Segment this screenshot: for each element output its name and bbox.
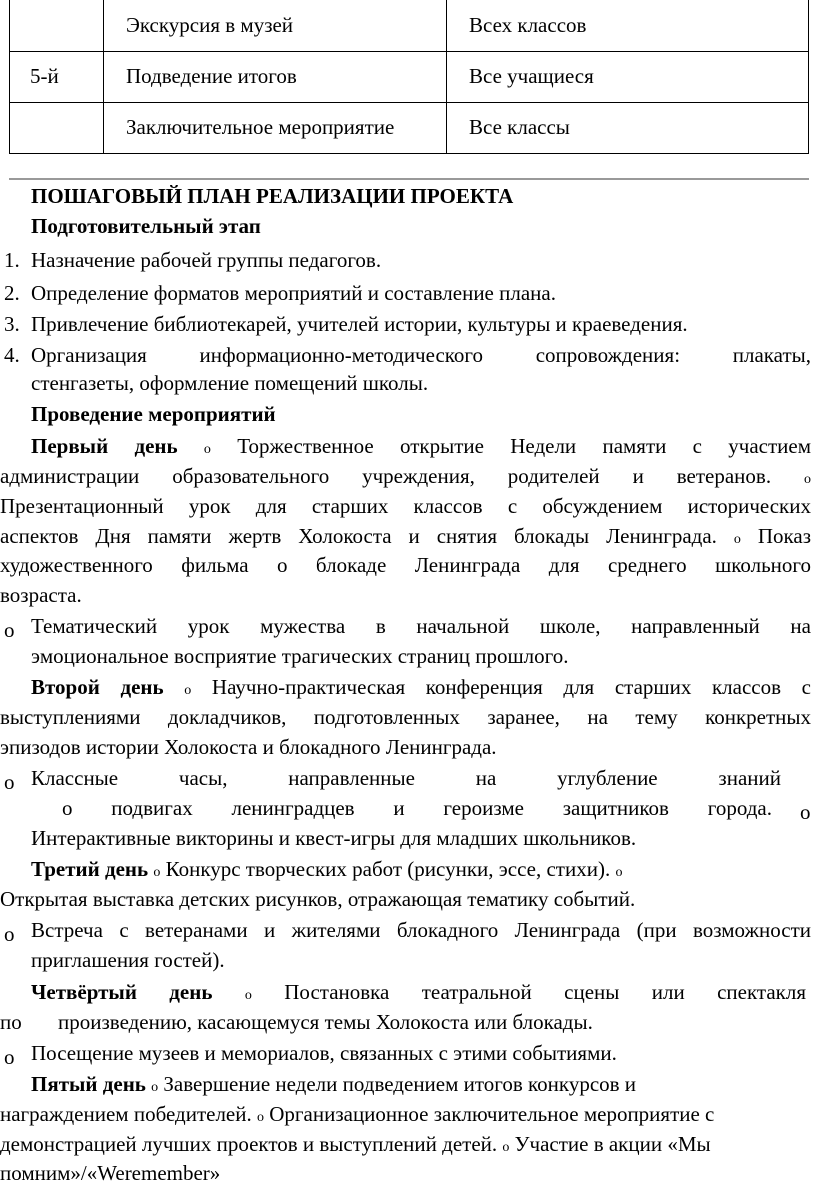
day-label: Пятый день <box>31 1072 146 1096</box>
day-label: Третий день <box>31 857 149 881</box>
page-title: ПОШАГОВЫЙ ПЛАН РЕАЛИЗАЦИИ ПРОЕКТА <box>31 184 514 208</box>
table-cell: 5-й <box>10 51 104 102</box>
list-item-continuation: стенгазеты, оформление помещений школы. <box>31 371 429 395</box>
bullet-icon: o <box>4 1045 15 1069</box>
day3-line: приглашения гостей). <box>31 948 225 972</box>
day5-line <box>31 1072 636 1100</box>
day1-line: возраста. <box>0 583 82 607</box>
day-text: Торжественное открытие Недели памяти с участием <box>237 434 812 458</box>
day1-line: художественного фильма о блокаде Ленинграда для среднего школьного <box>0 553 811 577</box>
day2-line: эпизодов истории Холокоста и блокадного Ленинграда. <box>0 735 497 759</box>
table-cell: Всех классов <box>447 0 809 51</box>
schedule-table <box>9 0 809 154</box>
day-text: Постановка театральной сцены или спектакля <box>284 980 807 1004</box>
day1-line: Презентационный урок для старших классов с обсуждением исторических <box>0 494 811 518</box>
day1-line <box>0 524 811 552</box>
day5-line <box>0 1102 714 1130</box>
table-cell <box>10 0 104 51</box>
day1-line: эмоциональное восприятие трагических страниц прошлого. <box>31 644 569 668</box>
day-text: Организационное заключительное мероприятие с <box>269 1102 715 1126</box>
day-text: Завершение недели подведением итогов конкурсов и <box>163 1072 637 1096</box>
bullet-icon: o <box>244 988 252 1003</box>
list-number: 4. <box>4 343 20 367</box>
bullet-icon: o <box>257 1110 264 1125</box>
list-item: Определение форматов мероприятий и составление плана. <box>31 281 556 305</box>
day-text: Научно-практическая конференция для старших классов с <box>211 675 811 699</box>
day-text: Показ <box>757 524 812 548</box>
bullet-icon: o <box>804 472 811 487</box>
day-label: Первый день <box>31 434 178 458</box>
day1-line <box>0 464 811 492</box>
bullet-icon: o <box>800 800 811 824</box>
day-text: награждением победителей. <box>0 1102 252 1126</box>
table-cell <box>10 102 104 153</box>
bullet-icon: o <box>4 770 15 794</box>
table-row <box>10 51 809 102</box>
table-cell: Все учащиеся <box>447 51 809 102</box>
day4-line: по <box>0 1010 22 1034</box>
day2-line: Классные часы, направленные на углубление знаний <box>31 766 781 790</box>
table-cell: Экскурсия в музей <box>104 0 447 51</box>
list-item: Назначение рабочей группы педагогов. <box>31 248 382 272</box>
day2-line: выступлениями докладчиков, подготовленных заранее, на тему конкретных <box>0 705 811 729</box>
bullet-icon: o <box>4 618 15 642</box>
bullet-icon: o <box>151 1080 159 1095</box>
day-label: Второй день <box>31 675 164 699</box>
table-cell: Подведение итогов <box>104 51 447 102</box>
day3-line <box>31 857 622 885</box>
list-item: Привлечение библиотекарей, учителей истории, культуры и краеведения. <box>31 312 688 336</box>
day-text: демонстрацией лучших проектов и выступлений детей. <box>0 1132 498 1156</box>
bullet-icon: o <box>4 922 15 946</box>
day2-line: Интерактивные викторины и квест-игры для младших школьников. <box>31 826 637 850</box>
day1-line <box>31 434 811 462</box>
list-number: 1. <box>4 248 20 272</box>
table-cell: Все классы <box>447 102 809 153</box>
day-text: аспектов Дня памяти жертв Холокоста и снятия блокады Ленинграда. <box>0 524 717 548</box>
day5-line <box>0 1132 711 1160</box>
day4-line: Посещение музеев и мемориалов, связанных с этими событиями. <box>31 1041 617 1065</box>
day5-line: помним»/«Weremember» <box>0 1161 221 1185</box>
list-item: Организация информационно-методического сопровождения: плакаты, <box>31 343 811 367</box>
bullet-icon: o <box>184 683 192 698</box>
bullet-icon: o <box>615 865 623 880</box>
bullet-icon: o <box>733 532 741 547</box>
day-text: Участие в акции «Мы <box>514 1132 711 1156</box>
table-cell: Заключительное мероприятие <box>104 102 447 153</box>
day3-line: Открытая выставка детских рисунков, отражающая тематику событий. <box>0 887 636 911</box>
list-number: 3. <box>4 312 20 336</box>
day4-line: произведению, касающемуся темы Холокоста или блокады. <box>58 1010 593 1034</box>
bullet-icon: o <box>502 1140 510 1155</box>
day2-line <box>31 675 811 703</box>
section-heading-prep: Подготовительный этап <box>31 214 261 238</box>
day2-line: о подвигах ленинградцев и героизме защитников города. <box>62 796 772 820</box>
bullet-icon: o <box>203 442 211 457</box>
bullet-icon: o <box>153 865 161 880</box>
day1-line: Тематический урок мужества в начальной школе, направленный на <box>31 614 811 638</box>
day-text: Конкурс творческих работ (рисунки, эссе, стихи). <box>165 857 611 881</box>
section-heading-events: Проведение мероприятий <box>31 402 276 426</box>
day-text: администрации образовательного учреждения, родителей и ветеранов. <box>0 464 772 488</box>
table-row <box>10 102 809 153</box>
list-number: 2. <box>4 281 20 305</box>
day-label: Четвёртый день <box>31 980 213 1004</box>
divider <box>9 178 809 180</box>
day3-line: Встреча с ветеранами и жителями блокадного Ленинграда (при возможности <box>31 918 811 942</box>
table-row <box>10 0 809 51</box>
day4-line <box>31 980 806 1008</box>
